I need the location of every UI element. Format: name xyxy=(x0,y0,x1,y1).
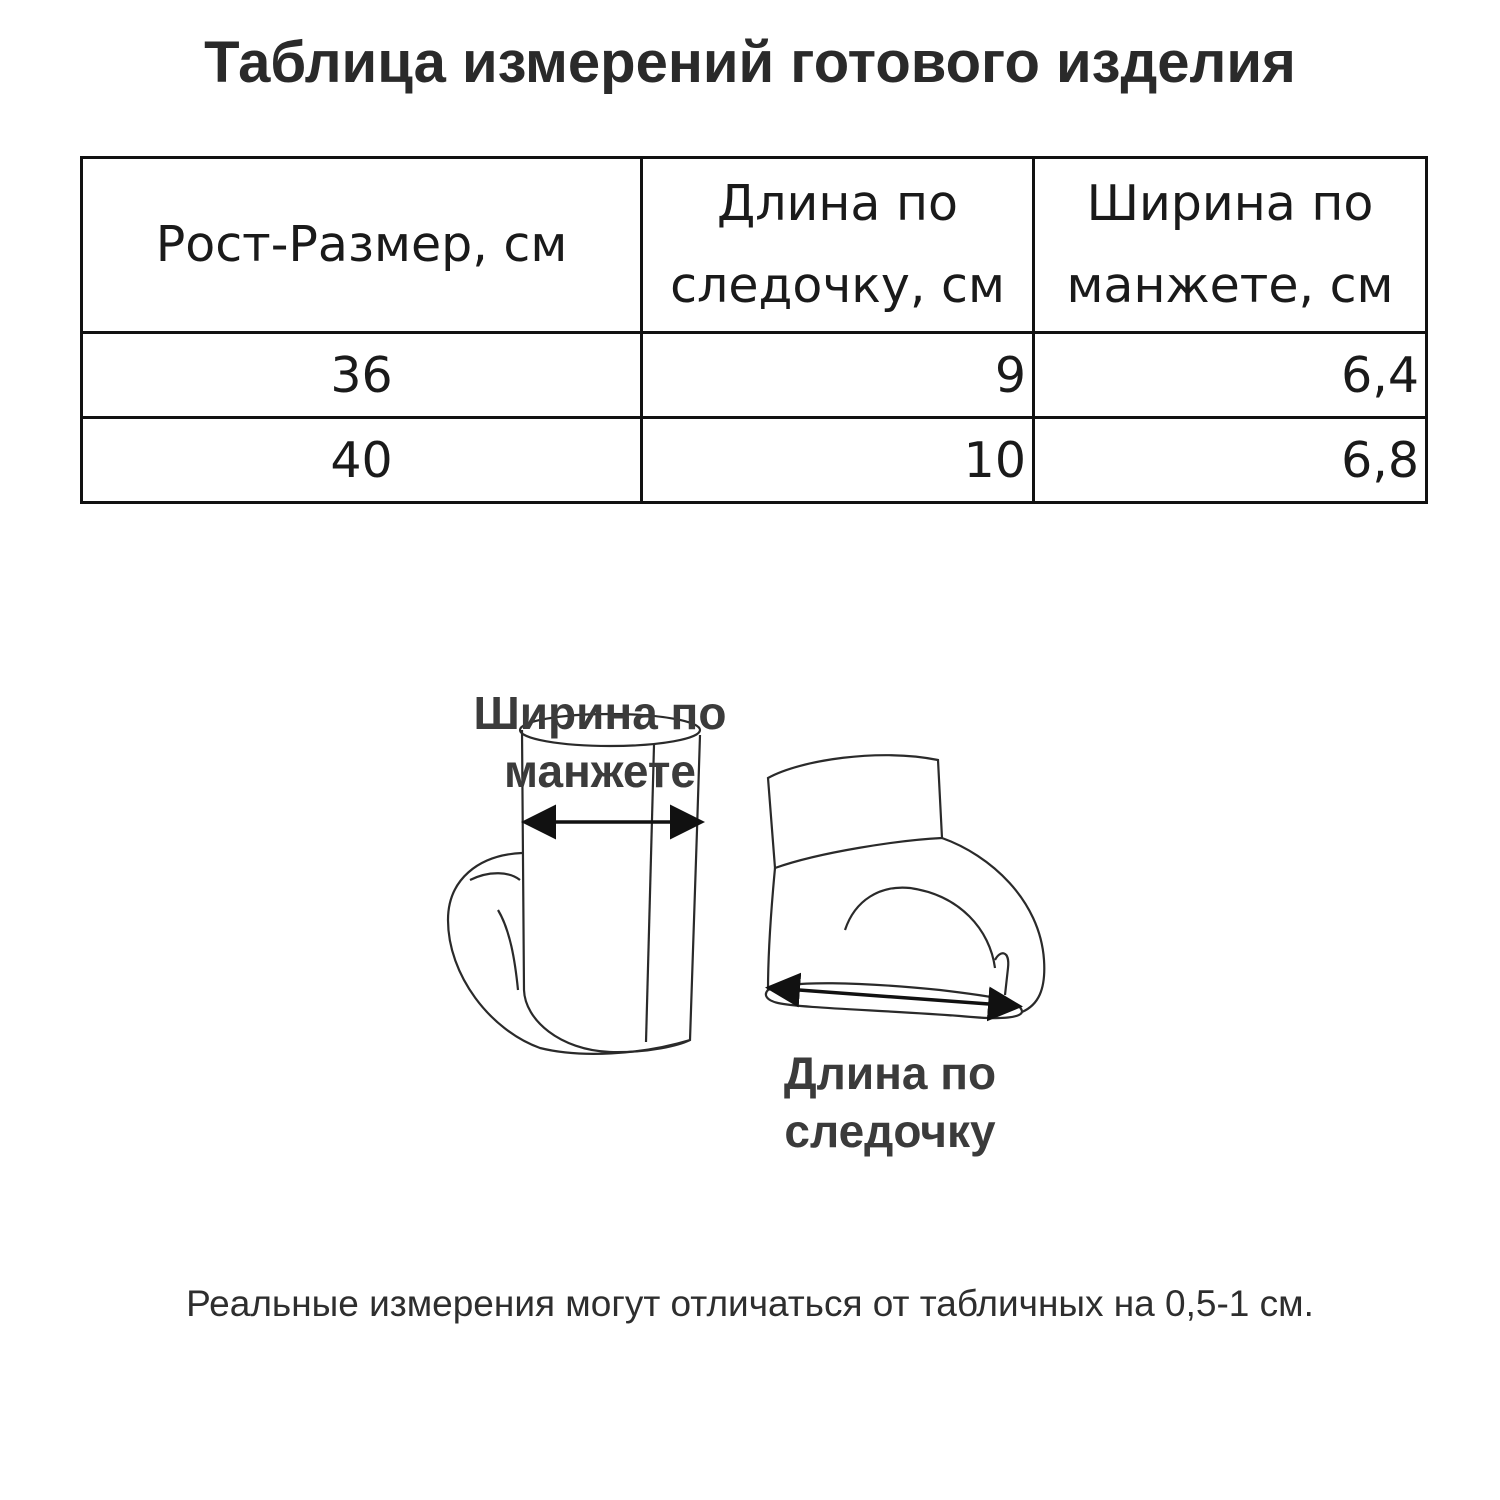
table-header-row xyxy=(82,158,1427,333)
sole-length-label-line2: следочку xyxy=(784,1105,996,1157)
size-cell: 40 xyxy=(82,418,642,503)
table-row xyxy=(82,418,1427,503)
cuff-width-cell: 6,4 xyxy=(1034,333,1427,418)
measurement-note: Реальные измерения могут отличаться от табличных на 0,5-1 см. xyxy=(186,1283,1314,1324)
header-cuff-width xyxy=(1034,158,1427,333)
sole-length-arrow xyxy=(772,988,1016,1006)
header-size-label: Рост-Размер, см xyxy=(155,216,568,273)
header-cuff-width-line1: Ширина по xyxy=(1086,175,1374,232)
cuff-width-label-line1: Ширина по xyxy=(473,687,727,739)
size-cell: 36 xyxy=(82,333,642,418)
sole-length-label xyxy=(740,1044,1040,1160)
header-cuff-width-line2: манжете, см xyxy=(1066,257,1394,314)
size-table xyxy=(80,156,1428,504)
page-title: Таблица измерений готового изделия xyxy=(204,30,1296,95)
sole-length-cell: 10 xyxy=(642,418,1034,503)
header-sole-length-line2: следочку, см xyxy=(670,257,1005,314)
cuff-width-cell: 6,8 xyxy=(1034,418,1427,503)
cuff-width-label-line2: манжете xyxy=(504,745,696,797)
table-row xyxy=(82,333,1427,418)
header-sole-length-line1: Длина по xyxy=(716,175,959,232)
header-size xyxy=(82,158,642,333)
cuff-width-label xyxy=(440,684,760,800)
header-sole-length xyxy=(642,158,1034,333)
sole-length-label-line1: Длина по xyxy=(783,1047,997,1099)
bootie-side-view xyxy=(766,755,1044,1018)
sole-length-cell: 9 xyxy=(642,333,1034,418)
